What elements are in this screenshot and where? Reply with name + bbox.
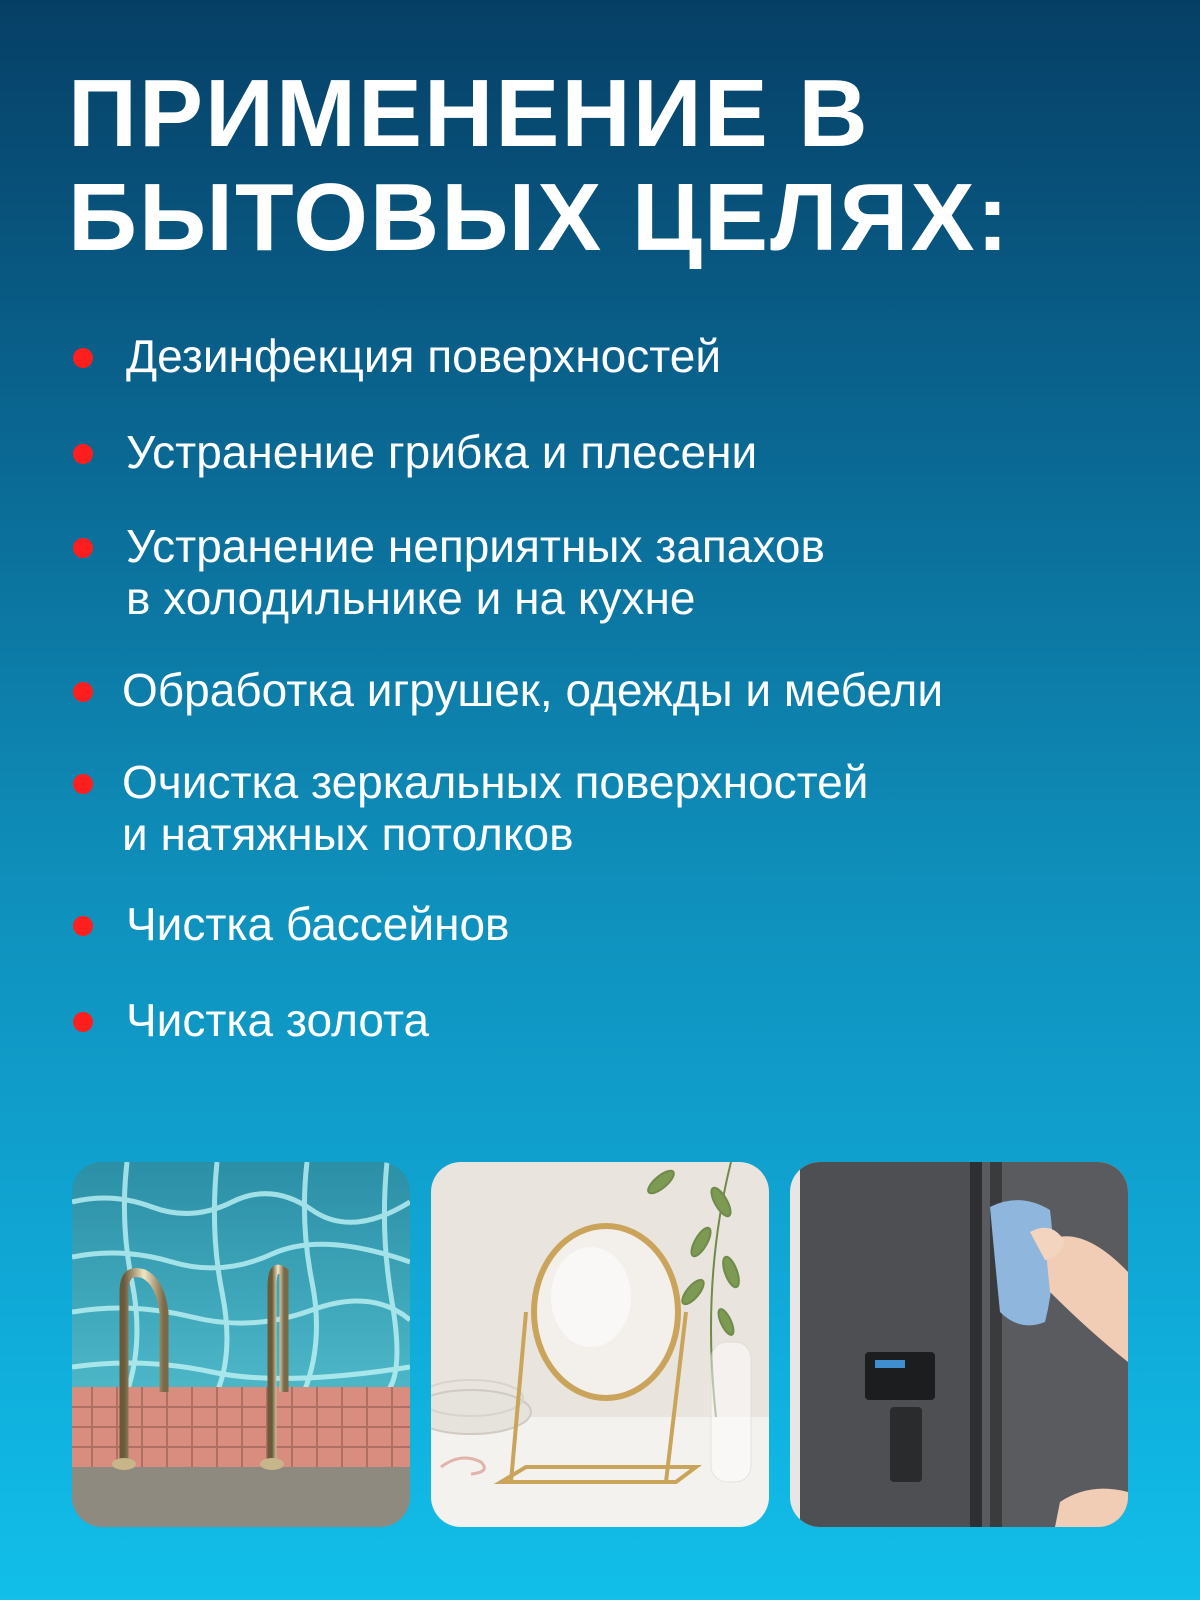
bullet-icon xyxy=(73,444,93,464)
gold-mirror-photo xyxy=(431,1162,769,1527)
list-item-text: Устранение неприятных запахов в холодильнике и на кухне xyxy=(126,520,825,624)
list-item-text: Обработка игрушек, одежды и мебели xyxy=(122,664,944,716)
gold-mirror-image xyxy=(431,1162,769,1527)
fridge-cleaning-photo xyxy=(790,1162,1128,1527)
list-item-text: Устранение грибка и плесени xyxy=(126,426,758,478)
list-item-text: Очистка зеркальных поверхностей и натяжных потолков xyxy=(122,756,869,860)
bullet-icon xyxy=(73,1012,93,1032)
title-line-1: ПРИМЕНЕНИЕ В xyxy=(68,60,870,167)
list-item-text: Дезинфекция поверхностей xyxy=(126,330,722,382)
bullet-icon xyxy=(73,774,93,794)
pool-ladder-image xyxy=(72,1162,410,1527)
pool-ladder-photo xyxy=(72,1162,410,1527)
fridge-cleaning-image xyxy=(790,1162,1128,1527)
bullet-icon xyxy=(73,348,93,368)
title-line-2: БЫТОВЫХ ЦЕЛЯХ: xyxy=(68,164,1011,271)
page-title xyxy=(68,62,1010,270)
bullet-icon xyxy=(73,538,93,558)
bullet-icon xyxy=(73,916,93,936)
bullet-icon xyxy=(73,682,93,702)
photo-strip xyxy=(72,1162,1128,1527)
list-item-text: Чистка золота xyxy=(126,994,430,1046)
list-item-text: Чистка бассейнов xyxy=(126,898,510,950)
